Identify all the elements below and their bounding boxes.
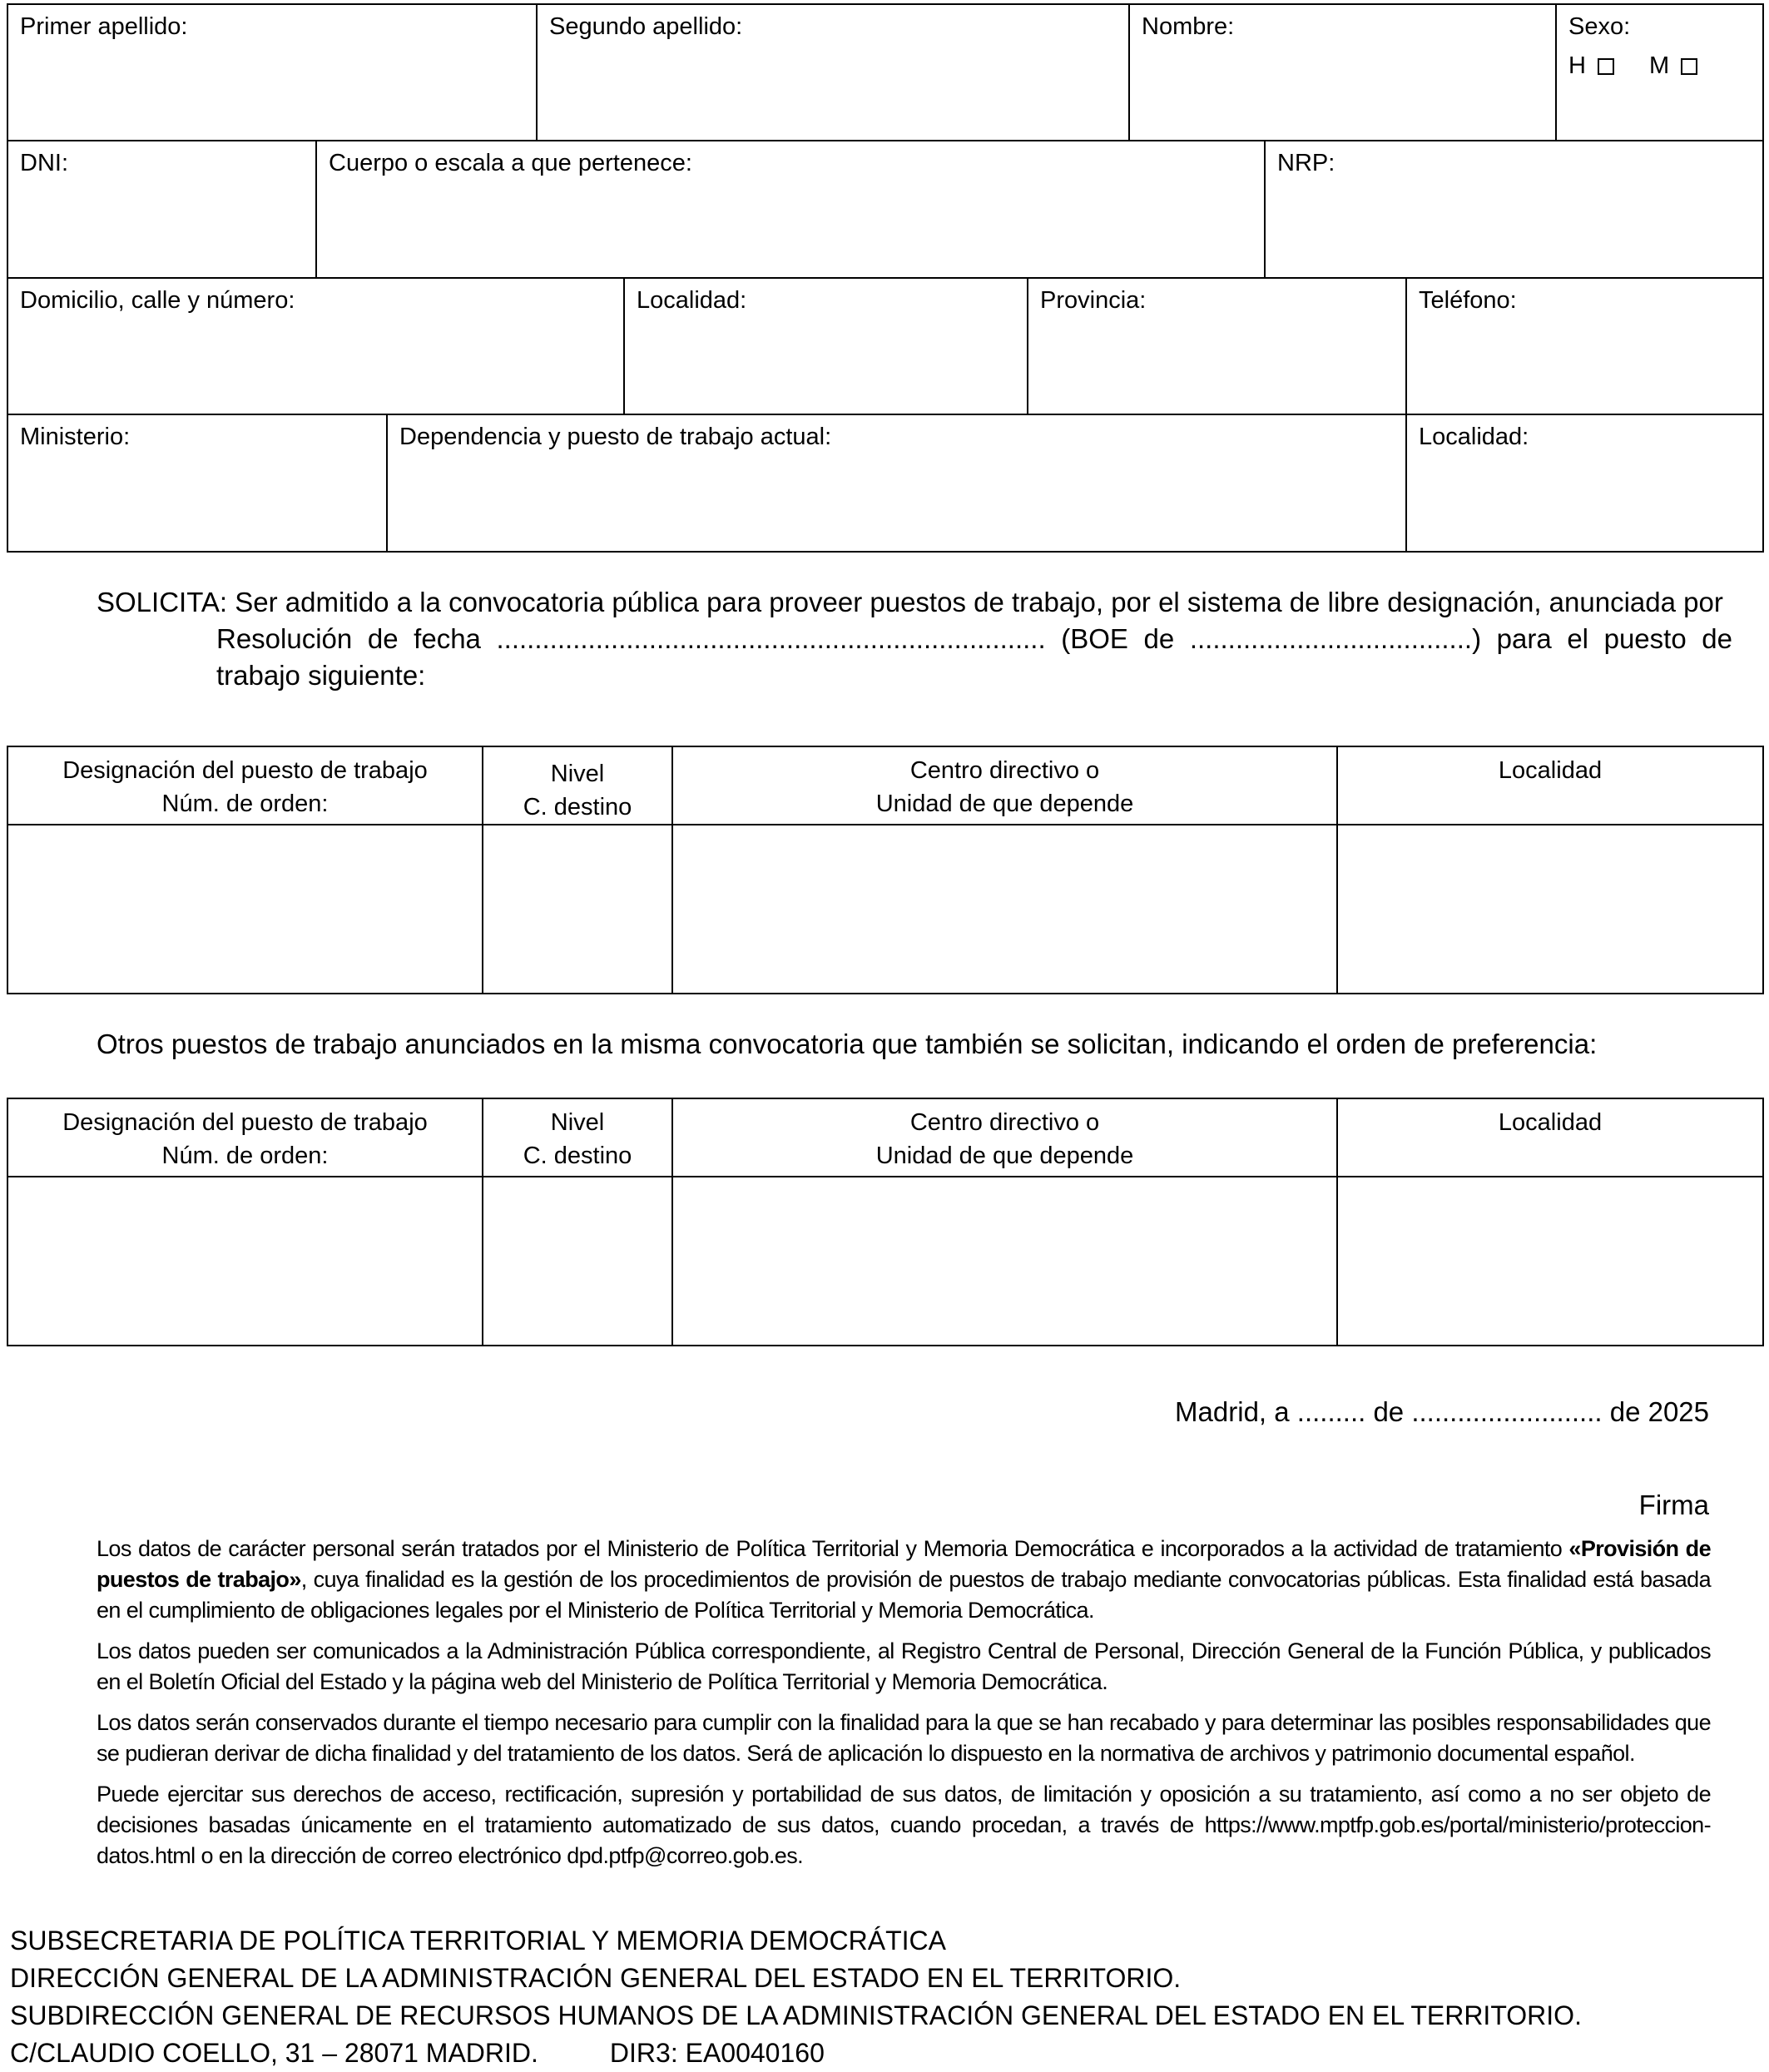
input-designacion[interactable] (8, 825, 482, 993)
footer-line-2: DIRECCIÓN GENERAL DE LA ADMINISTRACIÓN GENERAL DEL ESTADO EN EL TERRITORIO. (10, 1963, 1182, 1993)
solicita-text-line1: Ser admitido a la convocatoria pública para proveer puestos de trabajo, por el sistema de libre designación, anunciada por (235, 587, 1723, 617)
solicita-label: SOLICITA: (97, 587, 228, 617)
domicilio-label: Domicilio, calle y número: (20, 287, 295, 314)
header-localidad (1338, 747, 1762, 824)
dependencia-label: Dependencia y puesto de trabajo actual: (399, 424, 832, 450)
dependencia-field[interactable] (388, 415, 1405, 551)
input-designacion[interactable] (8, 1177, 482, 1345)
ministerio-field[interactable] (8, 415, 386, 551)
ministerio-label: Ministerio: (20, 424, 131, 450)
input-nivel[interactable] (483, 825, 671, 993)
sexo-field (1557, 5, 1762, 140)
cuerpo-label: Cuerpo o escala a que pertenece: (329, 150, 692, 176)
header-num-orden-label: Núm. de orden: (161, 1143, 329, 1169)
header-c-destino-label: C. destino (523, 1143, 632, 1169)
header-nivel-label: Nivel (550, 761, 605, 787)
solicita-text-line2: Resolución de fecha ........................................................................ (BOE de .....................................) para el puesto de trabajo siguiente: (216, 623, 1732, 691)
telefono-label: Teléfono: (1419, 287, 1517, 314)
privacy-paragraph-2: Los datos pueden ser comunicados a la Administración Pública correspondiente, al Registro Central de Personal, Dirección General de la Función Pública, y publicados en el Boletín Oficial del Estado y la página web del Ministerio de Política Territorial y Memoria Democrática. (97, 1638, 1711, 1694)
header-designacion (8, 1099, 482, 1176)
input-centro[interactable] (673, 1177, 1336, 1345)
privacy-paragraph-4: Puede ejercitar sus derechos de acceso, rectificación, supresión y portabilidad de sus datos, de limitación y oposición a su tratamiento, así como a no ser objeto de decisiones basadas únicamente en el tratamiento automatizado de sus datos, cuando procedan, a través de https://www.mptfp.gob.es/portal/ministerio/proteccion-datos.html o en la dirección de correo electrónico dpd.ptfp@correo.gob.es. (97, 1782, 1711, 1868)
privacy-p1-text-a: Los datos de carácter personal serán tratados por el Ministerio de Política Territorial y Memoria Democrática e incorporados a la actividad de tratamiento (97, 1536, 1569, 1561)
primer-apellido-field[interactable] (8, 5, 536, 140)
header-designacion-label: Designación del puesto de trabajo (62, 757, 428, 784)
nrp-field[interactable] (1266, 141, 1762, 277)
header-localidad-label: Localidad (1498, 1109, 1603, 1136)
input-localidad[interactable] (1338, 825, 1762, 993)
cuerpo-field[interactable] (317, 141, 1264, 277)
table-line (7, 1345, 1764, 1346)
input-nivel[interactable] (483, 1177, 671, 1345)
privacy-notice (97, 1534, 1711, 1881)
privacy-paragraph-3: Los datos serán conservados durante el tiempo necesario para cumplir con la finalidad para la que se han recabado y para determinar las posibles responsabilidades que se pudieran derivar de dicha finalidad y del tratamiento de los datos. Será de aplicación lo dispuesto en la normativa de archivos y patrimonio documental español. (97, 1710, 1711, 1766)
footer-line-1: SUBSECRETARIA DE POLÍTICA TERRITORIAL Y MEMORIA DEMOCRÁTICA (10, 1926, 946, 1956)
footer (10, 1922, 1582, 2072)
header-num-orden-label: Núm. de orden: (161, 791, 329, 817)
nombre-label: Nombre: (1142, 13, 1235, 40)
privacy-p1-text-b: , cuya finalidad es la gestión de los procedimientos de provisión de puestos de trabajo mediante convocatorias públicas. Esta finalidad está basada en el cumplimiento de obligaciones legales por el Ministerio de Política Territorial y Memoria Democrática. (97, 1567, 1711, 1623)
header-localidad (1338, 1099, 1762, 1176)
sexo-h-checkbox[interactable] (1598, 58, 1614, 75)
header-localidad-label: Localidad (1498, 757, 1603, 784)
footer-address: C/CLAUDIO COELLO, 31 – 28071 MADRID. (10, 2038, 538, 2068)
header-designacion (8, 747, 482, 824)
table-line (1762, 1098, 1764, 1346)
sexo-label: Sexo: (1568, 13, 1631, 40)
header-centro (673, 747, 1336, 824)
header-nivel (483, 1099, 671, 1176)
otros-puestos-text: Otros puestos de trabajo anunciados en la misma convocatoria que también se solicitan, indicando el orden de preferencia: (97, 1029, 1598, 1059)
input-localidad[interactable] (1338, 1177, 1762, 1345)
localidad-field[interactable] (625, 279, 1027, 414)
domicilio-field[interactable] (8, 279, 623, 414)
nrp-label: NRP: (1277, 150, 1335, 176)
header-unidad-label: Unidad de que depende (875, 1143, 1134, 1169)
provincia-label: Provincia: (1040, 287, 1147, 314)
header-centro-label: Centro directivo o (909, 757, 1100, 784)
header-centro-label: Centro directivo o (909, 1109, 1100, 1136)
header-unidad-label: Unidad de que depende (875, 791, 1134, 817)
localidad-actual-label: Localidad: (1419, 424, 1529, 450)
header-c-destino-label: C. destino (523, 794, 632, 820)
header-designacion-label: Designación del puesto de trabajo (62, 1109, 428, 1136)
nombre-field[interactable] (1130, 5, 1555, 140)
segundo-apellido-field[interactable] (538, 5, 1128, 140)
input-centro[interactable] (673, 825, 1336, 993)
privacy-p1-bold: «Provisión de puestos de trabajo» (97, 1536, 1711, 1592)
footer-address-line (10, 2035, 1582, 2072)
sexo-h-label: H (1568, 52, 1586, 79)
provincia-field[interactable] (1028, 279, 1405, 414)
table-line (1762, 746, 1764, 994)
localidad-actual-field[interactable] (1407, 415, 1762, 551)
solicita-paragraph (97, 584, 1732, 694)
dni-field[interactable] (8, 141, 315, 277)
primer-apellido-label: Primer apellido: (20, 13, 188, 40)
sexo-m-option[interactable] (1649, 52, 1697, 80)
sexo-h-option[interactable] (1568, 52, 1614, 80)
sexo-m-label: M (1648, 52, 1670, 79)
table-line (7, 993, 1764, 994)
footer-line-3: SUBDIRECCIÓN GENERAL DE RECURSOS HUMANOS DE LA ADMINISTRACIÓN GENERAL DEL ESTADO EN EL TERRITORIO. (10, 2000, 1582, 2030)
firma-label: Firma (1638, 1490, 1709, 1520)
sexo-m-checkbox[interactable] (1681, 58, 1697, 75)
dni-label: DNI: (20, 150, 68, 176)
footer-dir3: DIR3: EA0040160 (609, 2038, 825, 2068)
segundo-apellido-label: Segundo apellido: (549, 13, 743, 40)
fecha-line: Madrid, a ......... de ......................... de 2025 (1175, 1396, 1709, 1427)
localidad-label: Localidad: (637, 287, 747, 314)
grid-line (1762, 3, 1764, 553)
header-nivel-label: Nivel (550, 1109, 605, 1136)
grid-line (7, 551, 1764, 553)
header-centro (673, 1099, 1336, 1176)
privacy-paragraph-1 (97, 1534, 1711, 1626)
header-nivel (483, 751, 671, 824)
telefono-field[interactable] (1407, 279, 1762, 414)
